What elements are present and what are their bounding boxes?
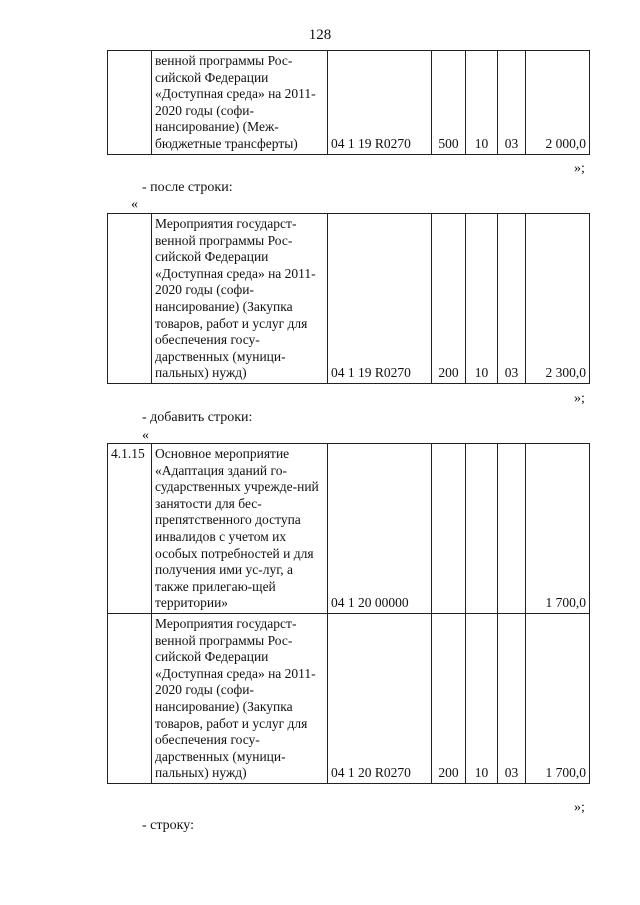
row-name-cell: Основное мероприятие «Адаптация зданий го-сударственных учрежде-ний занятости для бес-препятственного доступа инвалидов с учетом их особых потребностей и для получения ими ус-луг, а также прилегаю-щей территории»: [152, 444, 328, 614]
closing-quote-2: »;: [574, 391, 585, 406]
table-row: [108, 444, 590, 614]
row-section-cell: 10: [466, 214, 498, 384]
row-expense-type-cell: 200: [432, 214, 466, 384]
row-amount-cell: 1 700,0: [526, 613, 590, 783]
row-amount-cell: 2 300,0: [526, 214, 590, 384]
row-section-cell: 10: [466, 613, 498, 783]
row-amount-cell: 1 700,0: [526, 444, 590, 614]
row-section-cell: 10: [466, 51, 498, 155]
instruction-after-line: - после строки:: [142, 180, 233, 195]
row-amount-cell: 2 000,0: [526, 51, 590, 155]
page-number: 128: [308, 27, 332, 43]
closing-quote-1: »;: [574, 161, 585, 176]
budget-table-fragment-2: [107, 213, 590, 384]
instruction-line: - строку:: [142, 818, 194, 833]
row-section-cell: [466, 444, 498, 614]
row-subsection-cell: 03: [498, 613, 526, 783]
row-code-cell: [108, 214, 152, 384]
row-name-cell: венной программы Рос-сийской Федерации «Доступная среда» на 2011-2020 годы (софи-нансирование) (Меж-бюджетные трансферты): [152, 51, 328, 155]
row-target-article-cell: 04 1 19 R0270: [328, 214, 432, 384]
opening-quote-3: «: [142, 428, 149, 443]
row-subsection-cell: [498, 444, 526, 614]
row-subsection-cell: 03: [498, 51, 526, 155]
row-target-article-cell: 04 1 20 00000: [328, 444, 432, 614]
row-expense-type-cell: [432, 444, 466, 614]
row-target-article-cell: 04 1 19 R0270: [328, 51, 432, 155]
budget-table-fragment-1: [107, 50, 590, 155]
row-code-cell: 4.1.15: [108, 444, 152, 614]
row-subsection-cell: 03: [498, 214, 526, 384]
row-target-article-cell: 04 1 20 R0270: [328, 613, 432, 783]
budget-table-fragment-3: [107, 443, 590, 784]
row-code-cell: [108, 51, 152, 155]
row-code-cell: [108, 613, 152, 783]
table-row: [108, 214, 590, 384]
row-name-cell: Мероприятия государст-венной программы Рос-сийской Федерации «Доступная среда» на 2011-2020 годы (софи-нансирование) (Закупка товаров, работ и услуг для обеспечения госу-дарственных (муници-пальных) нужд): [152, 613, 328, 783]
row-expense-type-cell: 200: [432, 613, 466, 783]
row-name-cell: Мероприятия государст-венной программы Рос-сийской Федерации «Доступная среда» на 2011-2020 годы (софи-нансирование) (Закупка товаров, работ и услуг для обеспечения госу-дарственных (муници-пальных) нужд): [152, 214, 328, 384]
opening-quote-2: «: [131, 197, 138, 212]
table-row: [108, 51, 590, 155]
row-expense-type-cell: 500: [432, 51, 466, 155]
instruction-add-lines: - добавить строки:: [142, 410, 253, 425]
closing-quote-3: »;: [574, 800, 585, 815]
table-row: [108, 613, 590, 783]
